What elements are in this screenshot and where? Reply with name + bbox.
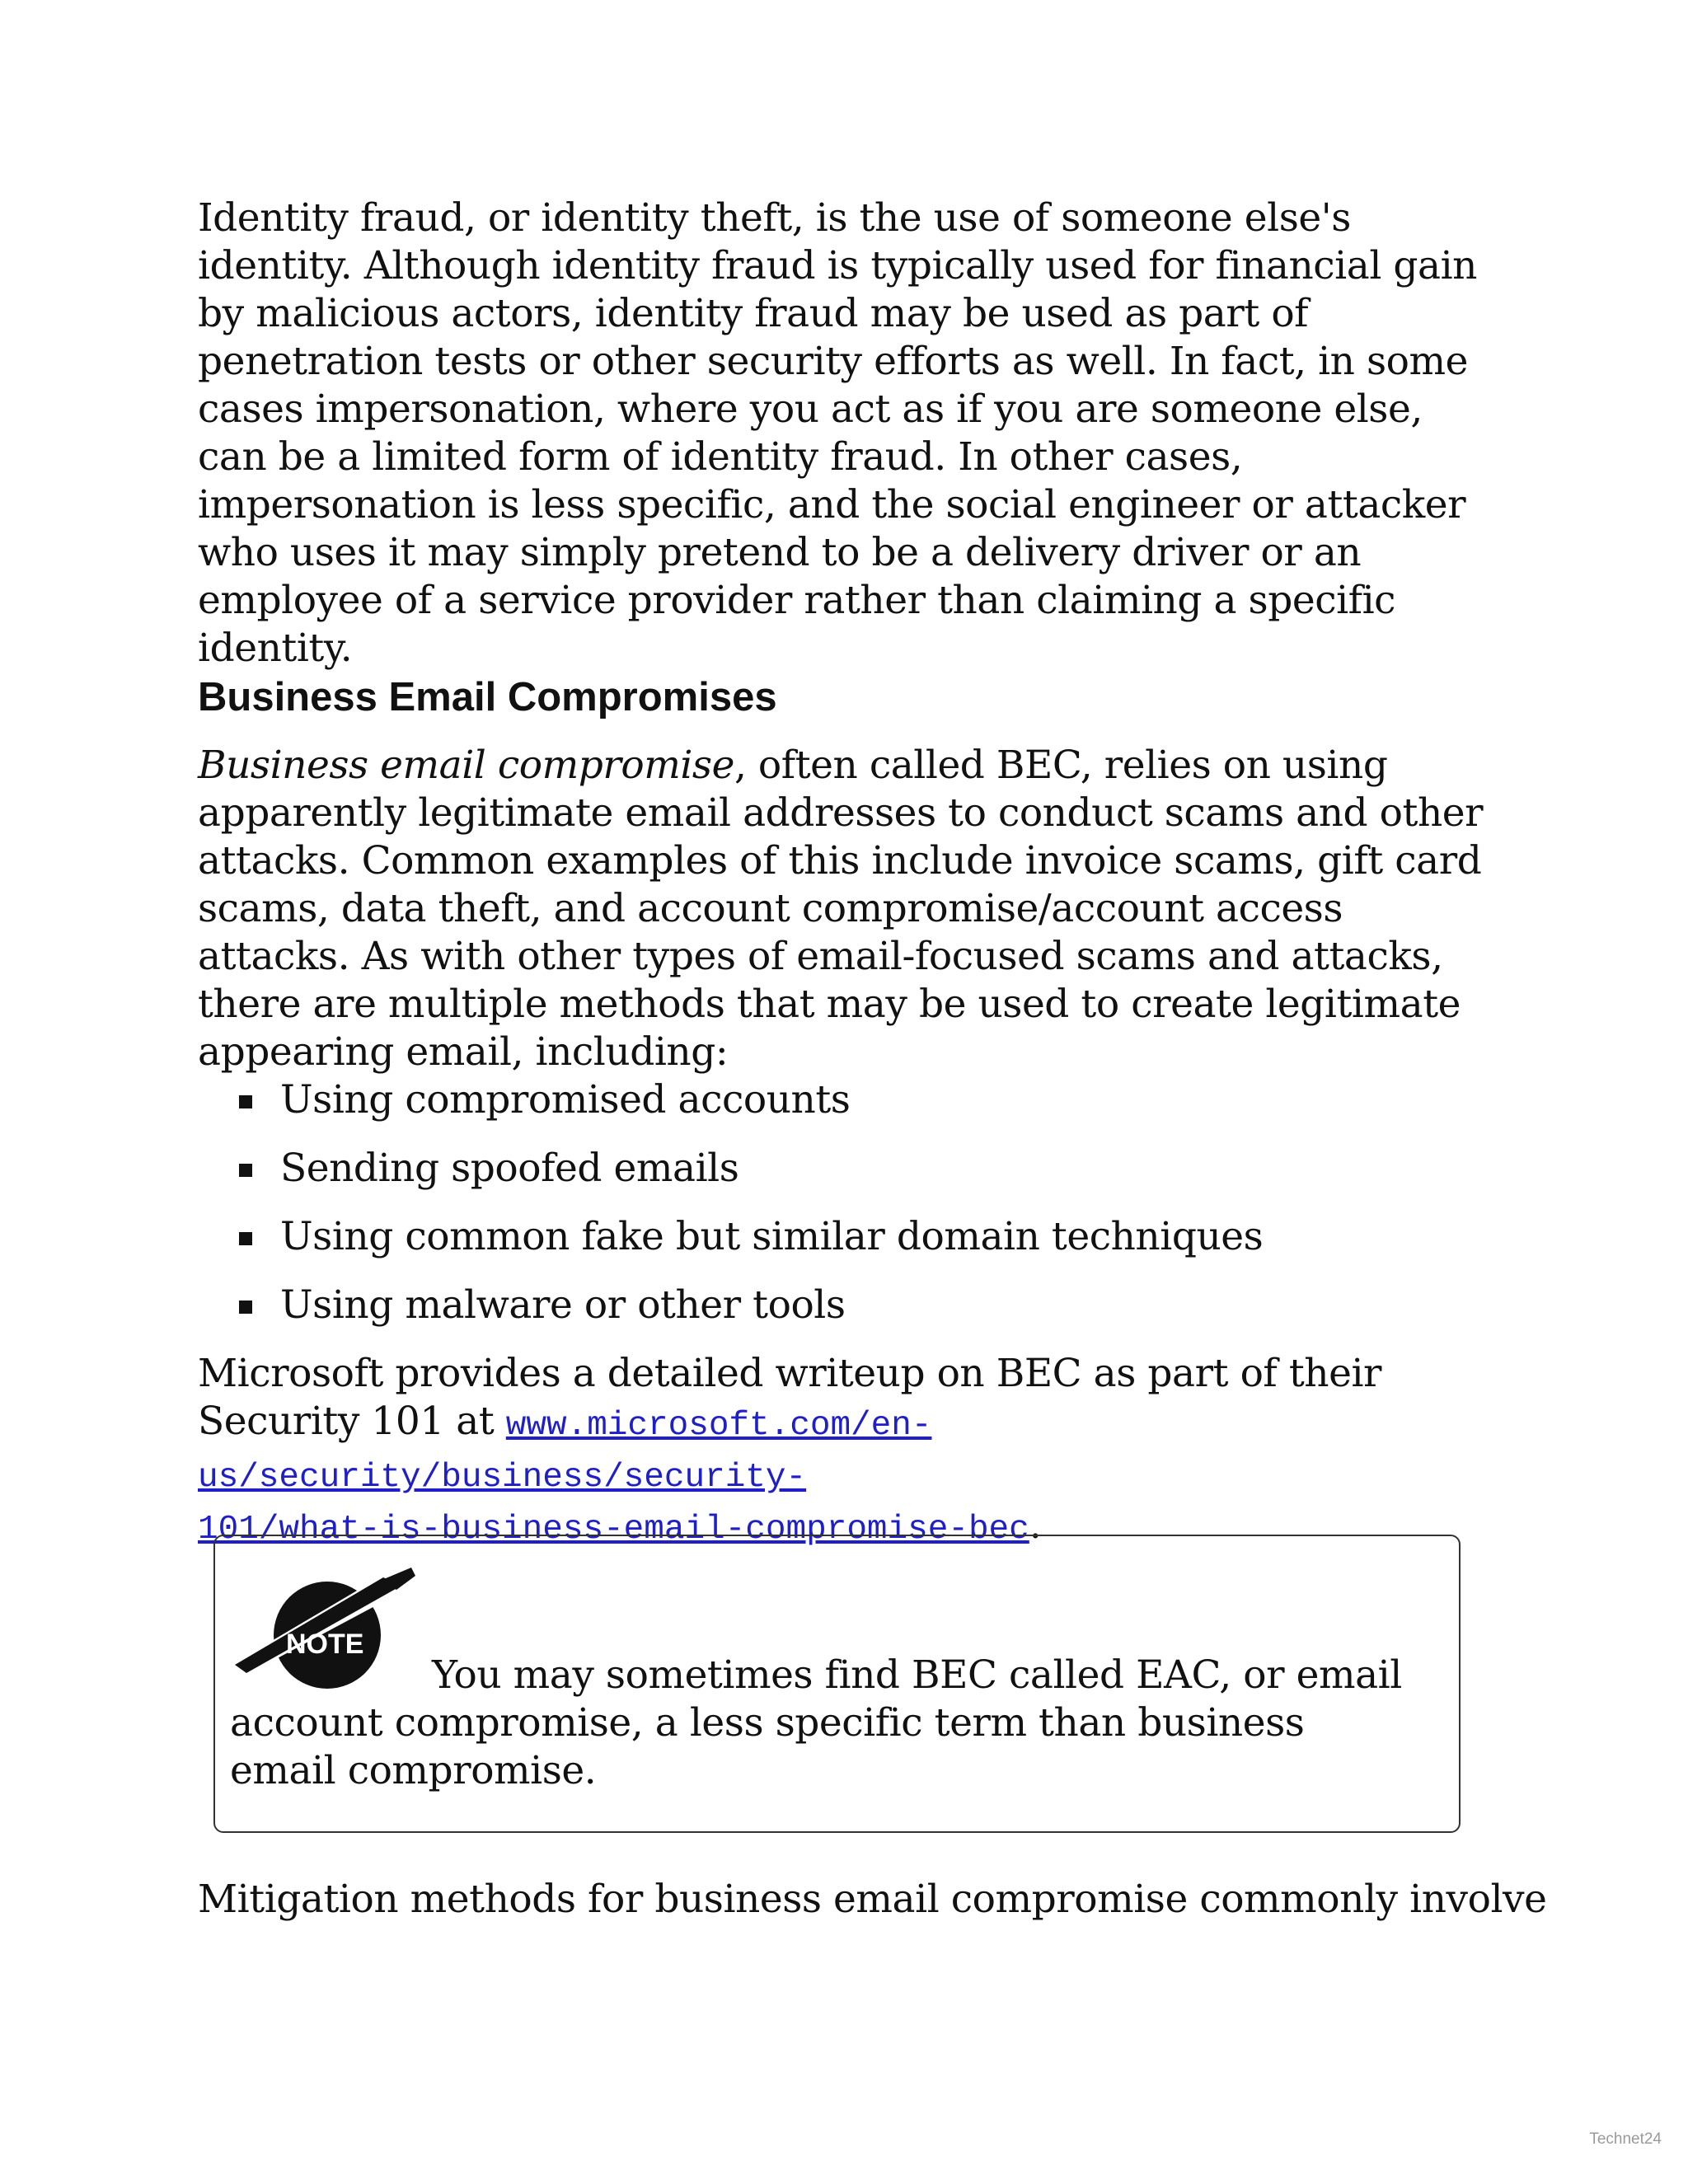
square-bullet-icon <box>239 1301 252 1314</box>
bec-intro-paragraph <box>198 742 1500 1076</box>
page-content <box>198 194 1500 1554</box>
reference-text: Microsoft provides a detailed writeup on BEC as part of their Security 101 at <box>198 1351 1382 1444</box>
list-item <box>198 1282 1500 1329</box>
square-bullet-icon <box>239 1164 252 1177</box>
list-item-text: Using common fake but similar domain techniques <box>280 1214 1264 1259</box>
list-item <box>198 1213 1500 1261</box>
note-text: You may sometimes find BEC called EAC, or email account compromise, a less specific term than business email compromise. <box>230 1652 1402 1793</box>
list-item <box>198 1145 1500 1193</box>
list-item <box>198 1076 1500 1124</box>
watermark: Technet24 <box>1589 2130 1662 2148</box>
mitigation-paragraph: Mitigation methods for business email compromise commonly involve <box>198 1877 1547 1922</box>
note-icon-label: NOTE <box>286 1629 364 1660</box>
square-bullet-icon <box>239 1095 252 1108</box>
reference-period: . <box>1029 1502 1042 1548</box>
section-heading: Business Email Compromises <box>198 675 777 719</box>
bec-methods-list <box>198 1076 1500 1329</box>
link-text-line-1: www.microsoft.com/en-us/security/business/security- <box>198 1407 932 1497</box>
list-item-text: Using malware or other tools <box>280 1282 846 1328</box>
link-text-line-2: 101/what-is-business-email-compromise-bec <box>198 1511 1029 1549</box>
note-box <box>213 1535 1461 1833</box>
microsoft-reference-paragraph <box>198 1350 1500 1554</box>
list-item-text: Sending spoofed emails <box>280 1146 739 1191</box>
bec-intro-text: , often called BEC, relies on using apparently legitimate email addresses to conduct scams and other attacks. Common examples of this include invoice scams, gift card scams, data theft, and account compromise/account access attacks. As with other types of email-focused scams and attacks, there are multiple methods that may be used to create legitimate appearing email, including: <box>198 743 1484 1075</box>
list-item-text: Using compromised accounts <box>280 1077 851 1122</box>
identity-fraud-paragraph: Identity fraud, or identity theft, is the use of someone else's identity. Although identity fraud is typically used for financial gain by malicious actors, identity fraud may be used as part of penetration tests or other security efforts as well. In fact, in some cases impersonation, where you act as if you are someone else, can be a limited form of identity fraud. In other cases, impersonation is less specific, and the social engineer or attacker who uses it may simply pretend to be a delivery driver or an employee of a service provider rather than claiming a specific identity. <box>198 195 1477 671</box>
square-bullet-icon <box>239 1232 252 1245</box>
bec-term: Business email compromise <box>198 743 734 788</box>
